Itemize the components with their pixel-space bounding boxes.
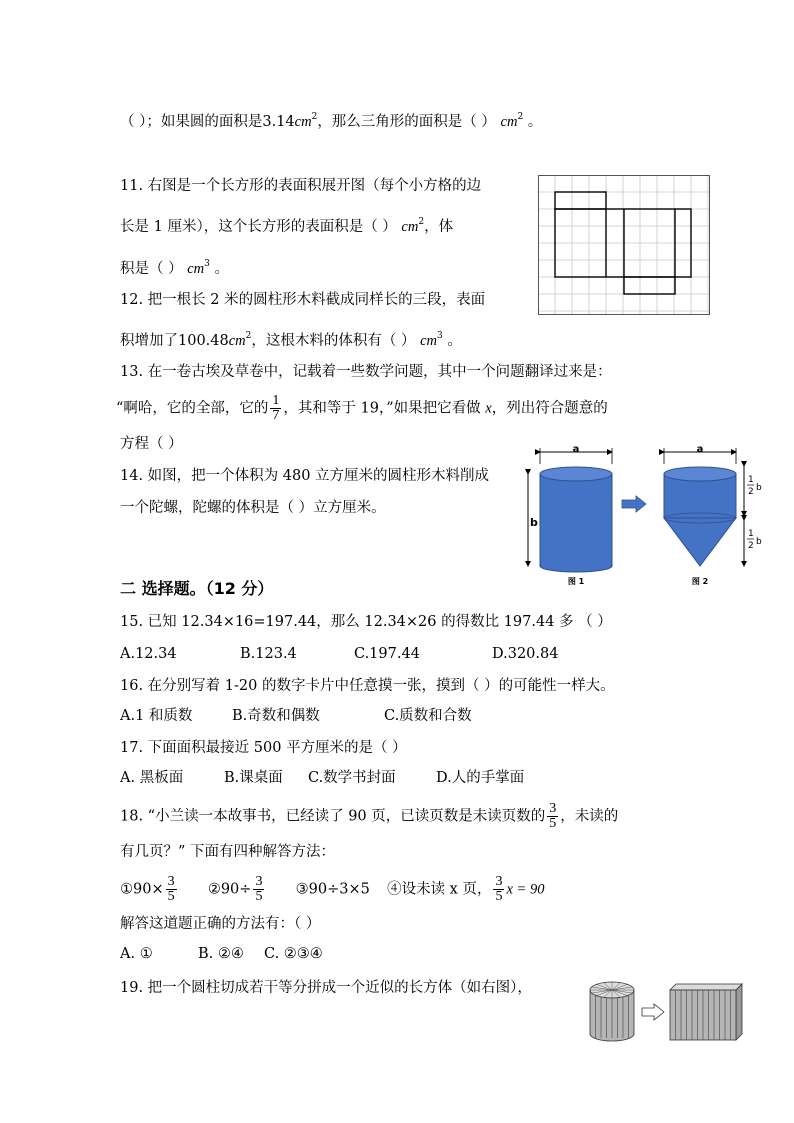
cylinder-body	[540, 474, 612, 566]
q18-option-c[interactable]: C. ②③④	[264, 946, 323, 962]
svg-text:1: 1	[748, 475, 754, 485]
q12-line1: 12. 把一根长 2 米的圆柱形木料截成同样长的三段，表面	[120, 292, 486, 308]
svg-text:1: 1	[748, 529, 754, 539]
method-3: ③90÷3×5	[295, 881, 370, 898]
approx-cuboid	[670, 984, 742, 1040]
fraction-one-seventh: $\frac{1}{7}$	[272, 393, 280, 423]
q15-option-c[interactable]: C.197.44	[354, 646, 420, 662]
svg-text:b: b	[756, 537, 762, 547]
svg-text:b: b	[756, 483, 762, 493]
q17-stem: 17. 下面面积最接近 500 平方厘米的是（ ）	[120, 740, 407, 756]
q14-line1: 14. 如图，把一个体积为 480 立方厘米的圆柱形木料削成	[120, 468, 490, 484]
q16-option-c[interactable]: C.质数和合数	[384, 708, 472, 724]
net-face-bottom	[624, 277, 675, 294]
q18-line2: 有几页？” 下面有四种解答方法：	[120, 844, 336, 860]
q16-option-a[interactable]: A.1 和质数	[120, 708, 193, 724]
q15-stem: 15. 已知 12.34×16=197.44，那么 12.34×26 的得数比 197.44 多 （ ）	[120, 614, 612, 630]
method-1: ①90×	[120, 881, 164, 898]
svg-text:2: 2	[748, 541, 754, 551]
q16-options	[120, 706, 472, 726]
q18-ask: 解答这道题正确的方法有：（ ）	[120, 916, 321, 932]
q18-methods: ①90× $\frac{3}{5}$ ②90÷ $\frac{3}{5}$ ③90÷3×5 ④设未读 x 页， $\frac{3}{5}$ x = 90	[120, 874, 545, 904]
q17-option-b[interactable]: B.课桌面	[224, 770, 283, 786]
method-4: ④设未读 x 页，	[387, 881, 492, 898]
caption-figure-1: 图 1	[567, 577, 585, 586]
transform-arrow-icon	[622, 496, 646, 512]
cylinder-to-cuboid-figure	[586, 976, 744, 1048]
q15-option-b[interactable]: B.123.4	[240, 646, 297, 662]
q19-line1: 19. 把一个圆柱切成若干等分拼成一个近似的长方体（如右图），	[120, 980, 532, 996]
section-heading-choice: 二 选择题。（12 分）	[120, 579, 274, 598]
top-cone-part	[664, 518, 736, 566]
q16-stem: 16. 在分别写着 1-20 的数字卡片中任意摸一张，摸到（ ）的可能性一样大。	[120, 678, 615, 694]
method-2: ②90÷	[207, 881, 252, 898]
q10-exponent: 2	[311, 112, 318, 122]
caption-figure-2: 图 2	[691, 577, 709, 586]
q18-options	[120, 944, 323, 964]
label-a: a	[572, 444, 580, 455]
fraction-three-fifths: $\frac{3}{5}$	[549, 801, 557, 831]
q11-line3: 积是（ ） $cm^3$ 。	[120, 259, 229, 277]
svg-text:2: 2	[748, 487, 754, 497]
q13-line2: “啊哈，它的全部，它的 $\frac{1}{7}$ ，其和等于 19，”如果把它看做 x，列出符合题意的	[116, 393, 608, 423]
q18-option-b[interactable]: B. ②④	[198, 946, 244, 962]
cylinder-top	[540, 467, 612, 481]
q17-option-d[interactable]: D.人的手掌面	[436, 770, 525, 786]
q15-options	[120, 644, 558, 664]
q13-line3: 方程（ ）	[120, 436, 183, 452]
q11-line2: 长是 1 厘米），这个长方形的表面积是（ ） $cm^2$，体	[120, 217, 454, 235]
cylinder-top-figure	[518, 444, 770, 590]
q13-line1: 13. 在一卷古埃及草卷中，记载着一些数学问题，其中一个问题翻译过来是：	[120, 364, 612, 380]
label-b: b	[530, 516, 538, 529]
label-a-2: a	[696, 444, 704, 455]
q11-line1: 11. 右图是一个长方形的表面积展开图（每个小方格的边	[120, 178, 482, 194]
q14-line2: 一个陀螺，陀螺的体积是（ ）立方厘米。	[120, 500, 386, 516]
q10-line: （ ）；如果圆的面积是$3.14cm^2$，那么三角形的面积是（ ） $cm^2$ 。	[120, 112, 543, 130]
q18-line1: 18. “小兰读一本故事书，已经读了 90 页，已读页数是未读页数的 $\frac{3}{5}$ ，未读的	[120, 801, 619, 831]
q15-option-d[interactable]: D.320.84	[492, 646, 559, 662]
transform-arrow-icon-2	[642, 1004, 664, 1020]
q12-line2: 积增加了$100.48cm^2$，这根木料的体积有（ ） $cm^3$ 。	[120, 331, 462, 349]
q17-option-a[interactable]: A. 黑板面	[120, 770, 184, 786]
net-face-top	[555, 192, 606, 209]
q17-option-c[interactable]: C.数学书封面	[308, 770, 396, 786]
net-grid-figure	[538, 175, 710, 315]
q18-option-a[interactable]: A. ①	[120, 946, 153, 962]
q15-option-a[interactable]: A.12.34	[120, 646, 177, 662]
q17-options	[120, 768, 524, 788]
q16-option-b[interactable]: B.奇数和偶数	[232, 708, 320, 724]
